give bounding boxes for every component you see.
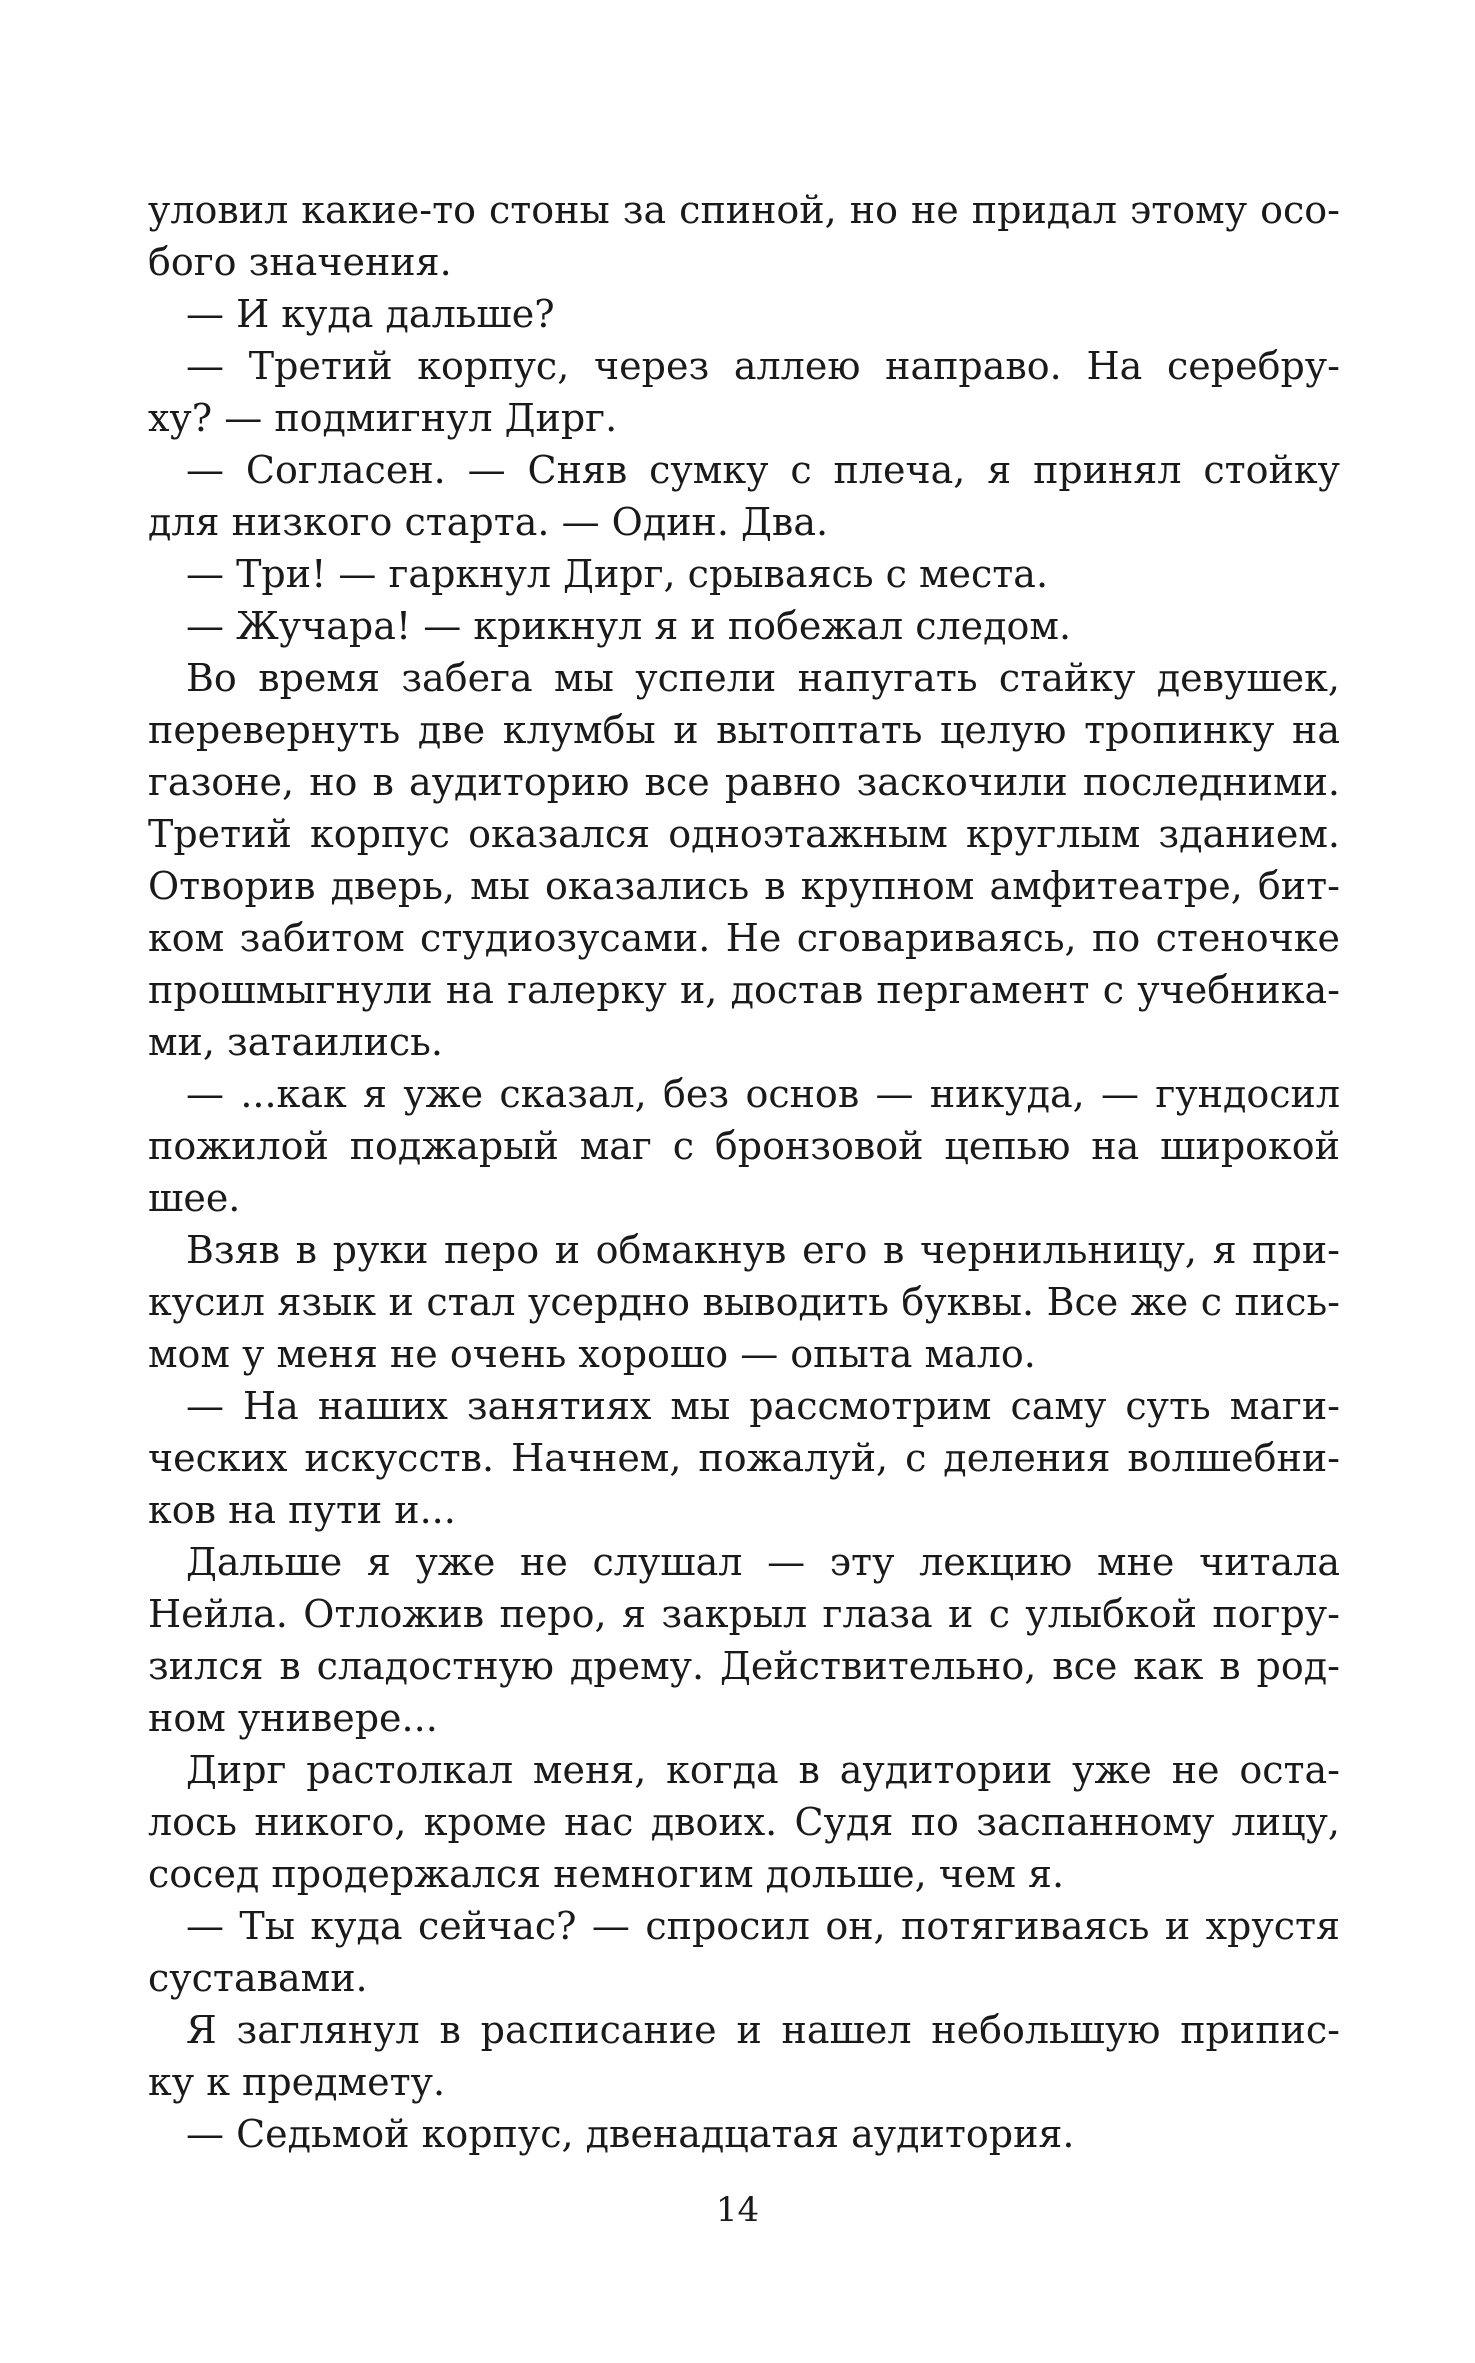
text-line: — Ты куда сейчас? — спросил он, потягиваясь и хрустя [186, 1904, 1340, 1948]
text-line: Нейла. Отложив перо, я закрыл глаза и с улыбкой погру- [148, 1592, 1340, 1636]
text-line: ку к предмету. [148, 2060, 446, 2104]
text-line: прошмыгнули на галерку и, достав пергамент с учебника- [148, 968, 1340, 1012]
page-number: 14 [715, 2190, 760, 2230]
text-line: сосед продержался немногим дольше, чем я. [148, 1852, 1065, 1896]
text-line: — На наших занятиях мы рассмотрим саму суть маги- [186, 1384, 1340, 1428]
text-line: газоне, но в аудиторию все равно заскочили последними. [148, 760, 1340, 804]
text-line: пожилой поджарый маг с бронзовой цепью на широкой [148, 1124, 1340, 1168]
text-line: — Седьмой корпус, двенадцатая аудитория. [186, 2112, 1075, 2156]
text-line: Третий корпус оказался одноэтажным круглым зданием. [148, 812, 1340, 856]
text-line: Дирг растолкал меня, когда в аудитории уже не оста- [186, 1748, 1340, 1792]
text-line: для низкого старта. — Один. Два. [148, 500, 829, 544]
text-line: ху? — подмигнул Дирг. [148, 396, 618, 440]
text-line: — Жучара! — крикнул я и побежал следом. [186, 604, 1072, 648]
text-line: перевернуть две клумбы и вытоптать целую тропинку на [148, 708, 1340, 752]
text-line: Взяв в руки перо и обмакнув его в чернильницу, я при- [186, 1228, 1340, 1272]
text-line: ком забитом студиозусами. Не сговариваясь, по стеночке [148, 916, 1340, 960]
text-line: уловил какие-то стоны за спиной, но не придал этому осо- [148, 188, 1340, 232]
text-line: ми, затаились. [148, 1020, 443, 1064]
text-line: кусил язык и стал усердно выводить буквы. Все же с пись- [148, 1280, 1340, 1324]
text-line: — ...как я уже сказал, без основ — никуда, — гундосил [186, 1072, 1340, 1116]
body-text [148, 184, 1340, 2160]
text-line: ков на пути и... [148, 1488, 456, 1532]
text-line: — И куда дальше? [186, 292, 555, 336]
text-line: — Три! — гаркнул Дирг, срываясь с места. [186, 552, 1049, 596]
text-line: суставами. [148, 1956, 368, 2000]
text-line: — Третий корпус, через аллею направо. На серебру- [186, 344, 1340, 388]
text-line: шее. [148, 1176, 241, 1220]
text-line: ном универе... [148, 1696, 438, 1740]
text-line: Отворив дверь, мы оказались в крупном амфитеатре, бит- [148, 864, 1340, 908]
text-line: лось никого, кроме нас двоих. Судя по заспанному лицу, [148, 1800, 1340, 1844]
text-line: ческих искусств. Начнем, пожалуй, с деления волшебни- [148, 1436, 1340, 1480]
text-line: — Согласен. — Сняв сумку с плеча, я принял стойку [186, 448, 1340, 492]
text-line: зился в сладостную дрему. Действительно, все как в род- [148, 1644, 1340, 1688]
text-line: мом у меня не очень хорошо — опыта мало. [148, 1332, 1036, 1376]
text-line: Дальше я уже не слушал — эту лекцию мне читала [186, 1540, 1340, 1584]
text-line: Я заглянул в расписание и нашел небольшую припис- [186, 2008, 1340, 2052]
text-line: бого значения. [148, 240, 452, 284]
text-line: Во время забега мы успели напугать стайку девушек, [186, 656, 1340, 700]
